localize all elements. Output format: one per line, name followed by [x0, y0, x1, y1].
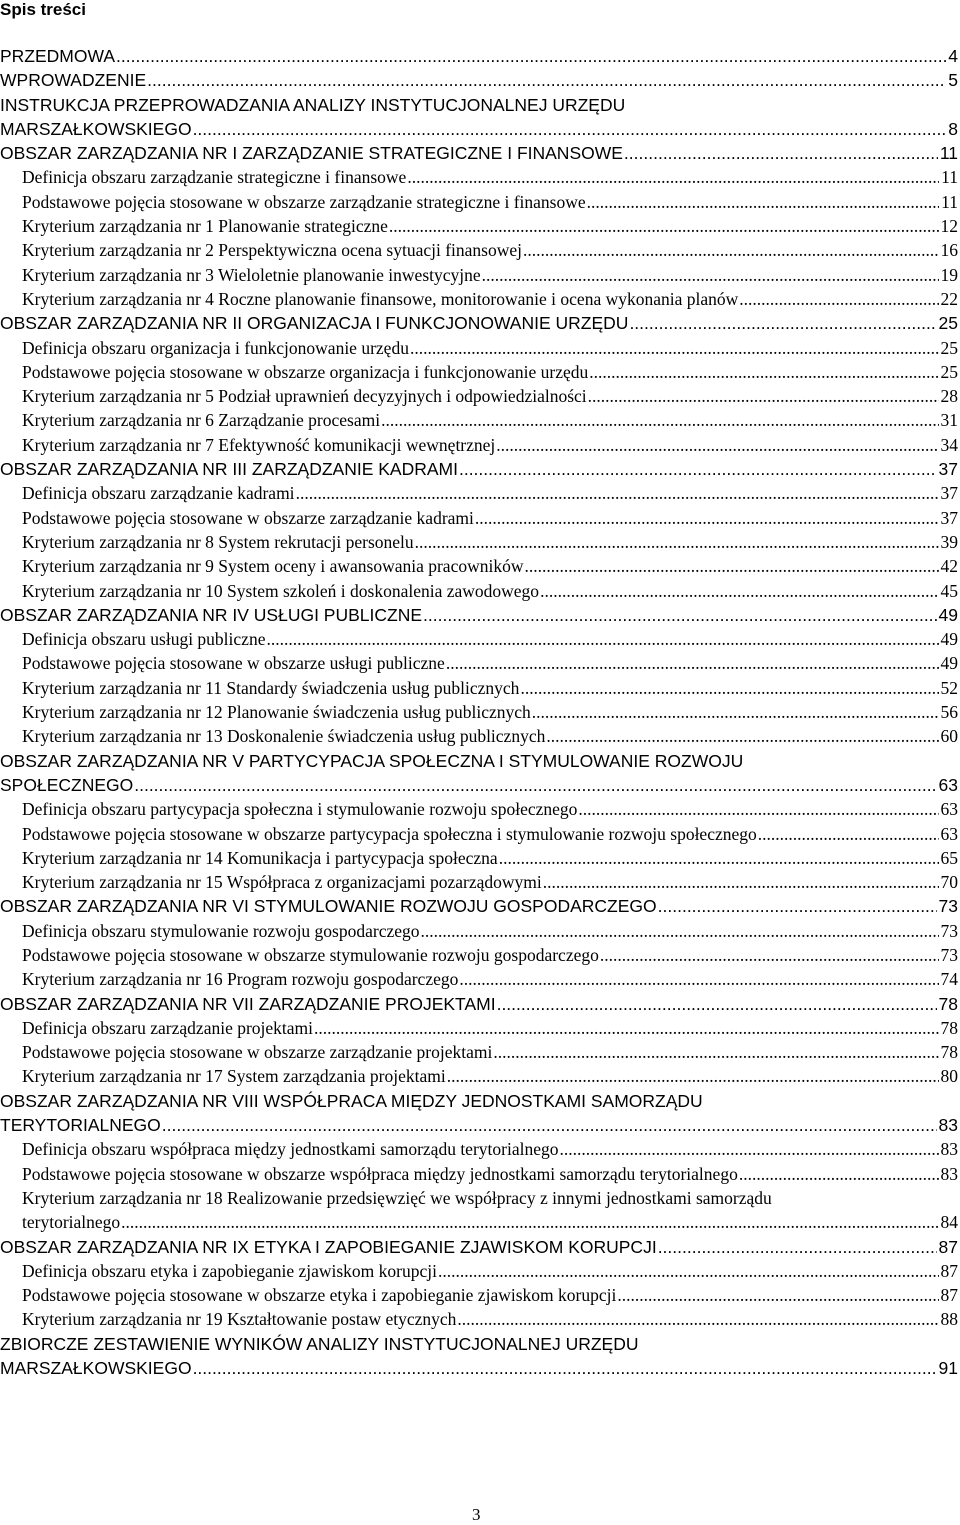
toc-entry-page-number: 4	[948, 46, 958, 66]
dot-leader	[497, 992, 937, 1016]
toc-entry-title: Definicja obszaru zarządzanie kadrami	[22, 483, 295, 504]
toc-entry-page-number: 37	[940, 483, 958, 504]
dot-leader	[758, 822, 939, 846]
toc-entry-row	[22, 408, 958, 432]
toc-entry-row	[0, 1113, 958, 1137]
dot-leader	[459, 457, 937, 481]
dot-leader	[457, 1307, 938, 1331]
dot-leader	[381, 408, 938, 432]
toc-entry-title: MARSZAŁKOWSKIEGO	[0, 1358, 192, 1379]
toc-entry-title: Kryterium zarządzania nr 12 Planowanie świadczenia usług publicznych	[22, 702, 531, 723]
toc-subsection-entry[interactable]	[0, 481, 958, 505]
toc-entry-title: OBSZAR ZARZĄDZANIA NR III ZARZĄDZANIE KADRAMI	[0, 459, 458, 480]
toc-entry-page-number: 34	[940, 434, 958, 455]
toc-entry-row	[22, 214, 958, 238]
toc-entry-row	[0, 44, 958, 68]
toc-subsection-entry[interactable]	[0, 676, 958, 700]
toc-entry-page-number: 5	[948, 70, 958, 91]
dot-leader	[134, 773, 936, 797]
toc-entry-row	[0, 141, 958, 165]
toc-entry-page-number: 84	[940, 1212, 958, 1233]
toc-entry-row	[0, 992, 958, 1016]
toc-entry-title: Podstawowe pojęcia stosowane w obszarze partycypacja społeczna i stymulowanie rozwoju społecznego	[22, 823, 757, 844]
toc-entry-title: Kryterium zarządzania nr 6 Zarządzanie procesami	[22, 410, 381, 431]
toc-entry-row	[22, 651, 958, 675]
toc-entry-title: Podstawowe pojęcia stosowane w obszarze zarządzanie strategiczne i finansowe	[22, 191, 586, 212]
toc-entry-page-number: 37	[938, 459, 958, 480]
toc-entry-row	[0, 894, 958, 918]
toc-subsection-entry[interactable]	[0, 846, 958, 870]
toc-entry-page-number: 11	[941, 191, 958, 212]
toc-entry-title: Kryterium zarządzania nr 1 Planowanie strategiczne	[22, 216, 388, 237]
toc-section-entry[interactable]	[0, 1089, 958, 1138]
toc-subsection-entry[interactable]	[0, 506, 958, 530]
toc-section-entry[interactable]	[0, 603, 958, 627]
toc-entry-row	[22, 1283, 958, 1307]
dot-leader	[543, 870, 939, 894]
toc-subsection-entry[interactable]	[0, 651, 958, 675]
toc-entry-row	[0, 603, 958, 627]
toc-entry-page-number: 12	[940, 216, 958, 237]
dot-leader	[739, 1162, 939, 1186]
toc-entry-title: terytorialnego	[22, 1212, 121, 1233]
toc-subsection-entry[interactable]	[0, 1259, 958, 1283]
toc-subsection-entry[interactable]	[0, 336, 958, 360]
toc-subsection-entry[interactable]	[0, 870, 958, 894]
toc-entry-page-number: 25	[940, 361, 958, 382]
toc-entry-page-number: 78	[940, 1017, 958, 1038]
toc-entry-title: OBSZAR ZARZĄDZANIA NR IV USŁUGI PUBLICZNE	[0, 604, 423, 625]
toc-entry-title-line: ZBIORCZE ZESTAWIENIE WYNIKÓW ANALIZY INSTYTUCJONALNEJ URZĘDU	[0, 1333, 639, 1354]
dot-leader	[193, 117, 947, 141]
dot-leader	[588, 384, 939, 408]
toc-entry-row	[22, 724, 958, 748]
toc-section-entry[interactable]	[0, 749, 958, 798]
dot-leader	[499, 846, 939, 870]
toc-entry-row	[22, 530, 958, 554]
dot-leader	[193, 1356, 937, 1380]
toc-entry-title: Definicja obszaru zarządzanie projektami	[22, 1017, 314, 1038]
dot-leader	[314, 1016, 938, 1040]
toc-subsection-entry[interactable]	[0, 384, 958, 408]
toc-entry-row	[0, 1356, 958, 1380]
toc-section-entry[interactable]	[0, 311, 958, 335]
toc-entry-page-number: 45	[940, 580, 958, 601]
toc-subsection-entry[interactable]	[0, 190, 958, 214]
toc-entry-row	[0, 311, 958, 335]
dot-leader	[600, 943, 939, 967]
dot-leader	[162, 1113, 937, 1137]
dot-leader	[617, 1283, 938, 1307]
dot-leader	[415, 530, 939, 554]
toc-entry-title: Kryterium zarządzania nr 15 Współpraca z organizacjami pozarządowymi	[22, 872, 542, 893]
toc-entry-page-number: 73	[940, 944, 958, 965]
toc-entry-title: OBSZAR ZARZĄDZANIA NR II ORGANIZACJA I FUNKCJONOWANIE URZĘDU	[0, 313, 629, 334]
toc-entry-title-line: OBSZAR ZARZĄDZANIA NR VIII WSPÓŁPRACA MIĘDZY JEDNOSTKAMI SAMORZĄDU	[0, 1090, 703, 1111]
toc-entry-title: Kryterium zarządzania nr 4 Roczne planowanie finansowe, monitorowanie i ocena wykonania planów	[22, 288, 739, 309]
toc-entry-row	[22, 1259, 958, 1283]
dot-leader	[523, 238, 939, 262]
toc-subsection-entry[interactable]	[0, 1040, 958, 1064]
toc-entry-page-number: 42	[940, 556, 958, 577]
toc-entry-title: Kryterium zarządzania nr 8 System rekrutacji personelu	[22, 531, 414, 552]
toc-entry-page-number: 39	[940, 531, 958, 552]
toc-subsection-entry[interactable]	[0, 1186, 958, 1235]
dot-leader	[389, 214, 939, 238]
toc-entry-title: Podstawowe pojęcia stosowane w obszarze usługi publiczne	[22, 653, 445, 674]
toc-subsection-entry[interactable]	[0, 967, 958, 991]
toc-entry-page-number: 56	[940, 702, 958, 723]
toc-entry-title: Kryterium zarządzania nr 2 Perspektywiczna ocena sytuacji finansowej	[22, 240, 522, 261]
toc-entry-title: SPOŁECZNEGO	[0, 774, 134, 795]
toc-entry-page-number: 28	[940, 386, 958, 407]
toc-subsection-entry[interactable]	[0, 165, 958, 189]
toc-entry-title: OBSZAR ZARZĄDZANIA NR VI STYMULOWANIE ROZWOJU GOSPODARCZEGO	[0, 896, 657, 917]
toc-entry-title: Kryterium zarządzania nr 16 Program rozwoju gospodarczego	[22, 969, 459, 990]
toc-subsection-entry[interactable]	[0, 408, 958, 432]
toc-entry-row	[22, 1210, 958, 1234]
dot-leader	[532, 700, 939, 724]
toc-entry-title: OBSZAR ZARZĄDZANIA NR VII ZARZĄDZANIE PROJEKTAMI	[0, 993, 496, 1014]
toc-entry-title: Kryterium zarządzania nr 7 Efektywność komunikacji wewnętrznej	[22, 434, 496, 455]
toc-entry-page-number: 11	[939, 143, 958, 164]
toc-entry-page-number: 31	[940, 410, 958, 431]
dot-leader	[496, 433, 938, 457]
toc-entry-title: Definicja obszaru zarządzanie strategiczne i finansowe	[22, 167, 407, 188]
toc-entry-title: Definicja obszaru stymulowanie rozwoju gospodarczego	[22, 920, 420, 941]
toc-entry-page-number: 8	[948, 118, 958, 139]
toc-entry-row	[22, 1162, 958, 1186]
toc-entry-title: Podstawowe pojęcia stosowane w obszarze zarządzanie kadrami	[22, 507, 474, 528]
toc-section-entry[interactable]	[0, 457, 958, 481]
toc-subsection-entry[interactable]	[0, 1137, 958, 1161]
toc-entry-title: Podstawowe pojęcia stosowane w obszarze zarządzanie projektami	[22, 1042, 493, 1063]
dot-leader	[421, 919, 939, 943]
toc-entry-row	[22, 287, 958, 311]
toc-entry-page-number: 73	[938, 896, 958, 917]
toc-entry-row	[22, 360, 958, 384]
toc-section-entry[interactable]	[0, 141, 958, 165]
toc-entry-page-number: 73	[940, 920, 958, 941]
dot-leader	[121, 1210, 938, 1234]
toc-entry-row	[22, 336, 958, 360]
toc-entry-page-number: 65	[940, 847, 958, 868]
toc-entry-page-number: 78	[938, 993, 958, 1014]
toc-entry-page-number: 49	[940, 653, 958, 674]
toc-entry-page-number: 63	[938, 774, 958, 795]
dot-leader	[546, 724, 938, 748]
toc-entry-title: Kryterium zarządzania nr 11 Standardy świadczenia usług publicznych	[22, 677, 520, 698]
toc-entry-title: Definicja obszaru usługi publiczne	[22, 629, 266, 650]
toc-subsection-entry[interactable]	[0, 1283, 958, 1307]
dot-leader	[482, 263, 939, 287]
dot-leader	[658, 1235, 937, 1259]
toc-entry-page-number: 25	[940, 337, 958, 358]
dot-leader	[520, 676, 938, 700]
toc-entry-page-number: 70	[940, 872, 958, 893]
toc-subsection-entry[interactable]	[0, 700, 958, 724]
toc-subsection-entry[interactable]	[0, 627, 958, 651]
toc-entry-row	[22, 943, 958, 967]
toc-entry-row	[22, 919, 958, 943]
dot-leader	[446, 651, 939, 675]
toc-entry-page-number: 83	[940, 1163, 958, 1184]
toc-entry-page-number: 63	[940, 799, 958, 820]
toc-entry-title: Definicja obszaru współpraca między jednostkami samorządu terytorialnego	[22, 1139, 559, 1160]
toc-entry-page-number: 25	[938, 313, 958, 334]
dot-leader	[629, 311, 936, 335]
toc-section-entry[interactable]	[0, 1332, 958, 1381]
toc-entry-title: PRZEDMOWA	[0, 46, 116, 66]
toc-subsection-entry[interactable]	[0, 263, 958, 287]
toc-entry-title: Podstawowe pojęcia stosowane w obszarze stymulowanie rozwoju gospodarczego	[22, 944, 599, 965]
toc-entry-page-number: 83	[938, 1115, 958, 1136]
toc-entry-page-number: 88	[940, 1309, 958, 1330]
toc-entry-row	[22, 676, 958, 700]
dot-leader	[493, 1040, 938, 1064]
toc-entry-title: Definicja obszaru etyka i zapobieganie zjawiskom korupcji	[22, 1260, 437, 1281]
toc-subsection-entry[interactable]	[0, 238, 958, 262]
toc-subsection-entry[interactable]	[0, 554, 958, 578]
toc-entry-title-line: Kryterium zarządzania nr 18 Realizowanie przedsięwzięć we współpracy z innymi jednostkami samorządu	[22, 1187, 772, 1208]
toc-entry-title: WPROWADZENIE	[0, 70, 147, 91]
toc-entry-row	[22, 1307, 958, 1331]
toc-entry-row	[22, 1040, 958, 1064]
dot-leader	[540, 579, 938, 603]
toc-entry-row	[22, 822, 958, 846]
toc-entry-title: Kryterium zarządzania nr 13 Doskonalenie świadczenia usług publicznych	[22, 726, 546, 747]
toc-entry-title: OBSZAR ZARZĄDZANIA NR IX ETYKA I ZAPOBIEGANIE ZJAWISKOM KORUPCJI	[0, 1236, 657, 1257]
dot-leader	[447, 1064, 939, 1088]
toc-entry-row	[22, 846, 958, 870]
toc-subsection-entry[interactable]	[0, 214, 958, 238]
dot-leader	[407, 165, 939, 189]
toc-subsection-entry[interactable]	[0, 1016, 958, 1040]
toc-entry-page-number: 87	[940, 1285, 958, 1306]
toc-subsection-entry[interactable]	[0, 1162, 958, 1186]
toc-entry-row	[22, 263, 958, 287]
dot-leader	[587, 190, 939, 214]
toc-entry-title: Kryterium zarządzania nr 19 Kształtowanie postaw etycznych	[22, 1309, 457, 1330]
toc-subsection-entry[interactable]	[0, 287, 958, 311]
toc-entry-title: Podstawowe pojęcia stosowane w obszarze organizacja i funkcjonowanie urzędu	[22, 361, 589, 382]
toc-subsection-entry[interactable]	[0, 724, 958, 748]
toc-subsection-entry[interactable]	[0, 919, 958, 943]
table-of-contents	[0, 44, 958, 1380]
toc-entry-title-line: INSTRUKCJA PRZEPROWADZANIA ANALIZY INSTYTUCJONALNEJ URZĘDU	[0, 94, 626, 115]
toc-entry-page-number: 49	[940, 629, 958, 650]
dot-leader	[459, 967, 938, 991]
toc-section-entry[interactable]	[0, 68, 958, 92]
dot-leader	[266, 627, 938, 651]
dot-leader	[423, 603, 937, 627]
page-number: 3	[472, 1505, 481, 1524]
toc-entry-title: Podstawowe pojęcia stosowane w obszarze etyka i zapobieganie zjawiskom korupcji	[22, 1285, 617, 1306]
toc-entry-row	[22, 554, 958, 578]
toc-section-entry[interactable]	[0, 894, 958, 918]
toc-entry-title: Kryterium zarządzania nr 5 Podział uprawnień decyzyjnych i odpowiedzialności	[22, 386, 587, 407]
toc-entry-page-number: 37	[940, 507, 958, 528]
toc-entry-page-number: 83	[940, 1139, 958, 1160]
toc-subsection-entry[interactable]	[0, 579, 958, 603]
toc-entry-row	[22, 481, 958, 505]
dot-leader	[559, 1137, 938, 1161]
toc-entry-title: Kryterium zarządzania nr 3 Wieloletnie planowanie inwestycyjne	[22, 264, 481, 285]
toc-title: Spis treści	[0, 0, 86, 19]
toc-subsection-entry[interactable]	[0, 530, 958, 554]
toc-entry-page-number: 19	[940, 264, 958, 285]
dot-leader	[524, 554, 938, 578]
toc-entry-page-number: 91	[938, 1358, 958, 1379]
toc-subsection-entry[interactable]	[0, 797, 958, 821]
toc-entry-title: Podstawowe pojęcia stosowane w obszarze współpraca między jednostkami samorządu terytorialnego	[22, 1163, 738, 1184]
toc-entry-page-number: 78	[940, 1042, 958, 1063]
toc-entry-title: Kryterium zarządzania nr 17 System zarządzania projektami	[22, 1066, 446, 1087]
toc-entry-page-number: 49	[938, 604, 958, 625]
toc-section-entry[interactable]	[0, 44, 958, 68]
dot-leader	[438, 1259, 939, 1283]
toc-entry-row	[22, 870, 958, 894]
toc-entry-row	[0, 773, 958, 797]
toc-subsection-entry[interactable]	[0, 943, 958, 967]
toc-entry-row	[22, 700, 958, 724]
toc-entry-row	[0, 117, 958, 141]
toc-section-entry[interactable]	[0, 93, 958, 142]
dot-leader	[410, 336, 939, 360]
toc-entry-page-number: 80	[940, 1066, 958, 1087]
dot-leader	[578, 797, 938, 821]
toc-entry-title: OBSZAR ZARZĄDZANIA NR I ZARZĄDZANIE STRATEGICZNE I FINANSOWE	[0, 143, 623, 164]
toc-entry-row	[22, 967, 958, 991]
dot-leader	[658, 894, 937, 918]
toc-entry-row	[22, 627, 958, 651]
toc-entry-page-number: 74	[940, 969, 958, 990]
toc-entry-page-number: 87	[940, 1260, 958, 1281]
toc-entry-row	[22, 165, 958, 189]
toc-entry-page-number: 11	[941, 167, 958, 188]
dot-leader	[589, 360, 938, 384]
dot-leader	[624, 141, 938, 165]
toc-entry-row	[22, 384, 958, 408]
toc-entry-title: Kryterium zarządzania nr 9 System oceny i awansowania pracowników	[22, 556, 524, 577]
toc-entry-row	[22, 506, 958, 530]
toc-entry-row	[22, 579, 958, 603]
toc-subsection-entry[interactable]	[0, 360, 958, 384]
toc-entry-page-number: 22	[940, 288, 958, 309]
toc-entry-title-line: OBSZAR ZARZĄDZANIA NR V PARTYCYPACJA SPOŁECZNA I STYMULOWANIE ROZWOJU	[0, 750, 744, 771]
toc-entry-row	[22, 190, 958, 214]
toc-entry-title: Definicja obszaru partycypacja społeczna i stymulowanie rozwoju społecznego	[22, 799, 578, 820]
toc-entry-row	[22, 1016, 958, 1040]
toc-section-entry[interactable]	[0, 992, 958, 1016]
dot-leader	[147, 68, 946, 92]
toc-entry-page-number: 63	[940, 823, 958, 844]
toc-entry-title: TERYTORIALNEGO	[0, 1115, 161, 1136]
toc-entry-page-number: 16	[940, 240, 958, 261]
dot-leader	[116, 44, 946, 68]
toc-entry-page-number: 52	[940, 677, 958, 698]
toc-subsection-entry[interactable]	[0, 433, 958, 457]
toc-entry-row	[22, 1064, 958, 1088]
toc-entry-page-number: 60	[940, 726, 958, 747]
toc-entry-title: Definicja obszaru organizacja i funkcjonowanie urzędu	[22, 337, 409, 358]
toc-entry-row	[0, 1235, 958, 1259]
toc-entry-row	[22, 797, 958, 821]
dot-leader	[475, 506, 939, 530]
toc-entry-title: MARSZAŁKOWSKIEGO	[0, 118, 192, 139]
toc-entry-row	[0, 457, 958, 481]
toc-subsection-entry[interactable]	[0, 822, 958, 846]
toc-entry-row	[22, 433, 958, 457]
toc-entry-row	[22, 1137, 958, 1161]
toc-entry-row	[22, 238, 958, 262]
toc-section-entry[interactable]	[0, 1235, 958, 1259]
dot-leader	[739, 287, 938, 311]
toc-entry-row	[0, 68, 958, 92]
toc-entry-title: Kryterium zarządzania nr 10 System szkoleń i doskonalenia zawodowego	[22, 580, 540, 601]
toc-entry-page-number: 87	[938, 1236, 958, 1257]
dot-leader	[296, 481, 939, 505]
toc-entry-title: Kryterium zarządzania nr 14 Komunikacja i partycypacja społeczna	[22, 847, 498, 868]
toc-subsection-entry[interactable]	[0, 1307, 958, 1331]
toc-subsection-entry[interactable]	[0, 1064, 958, 1088]
